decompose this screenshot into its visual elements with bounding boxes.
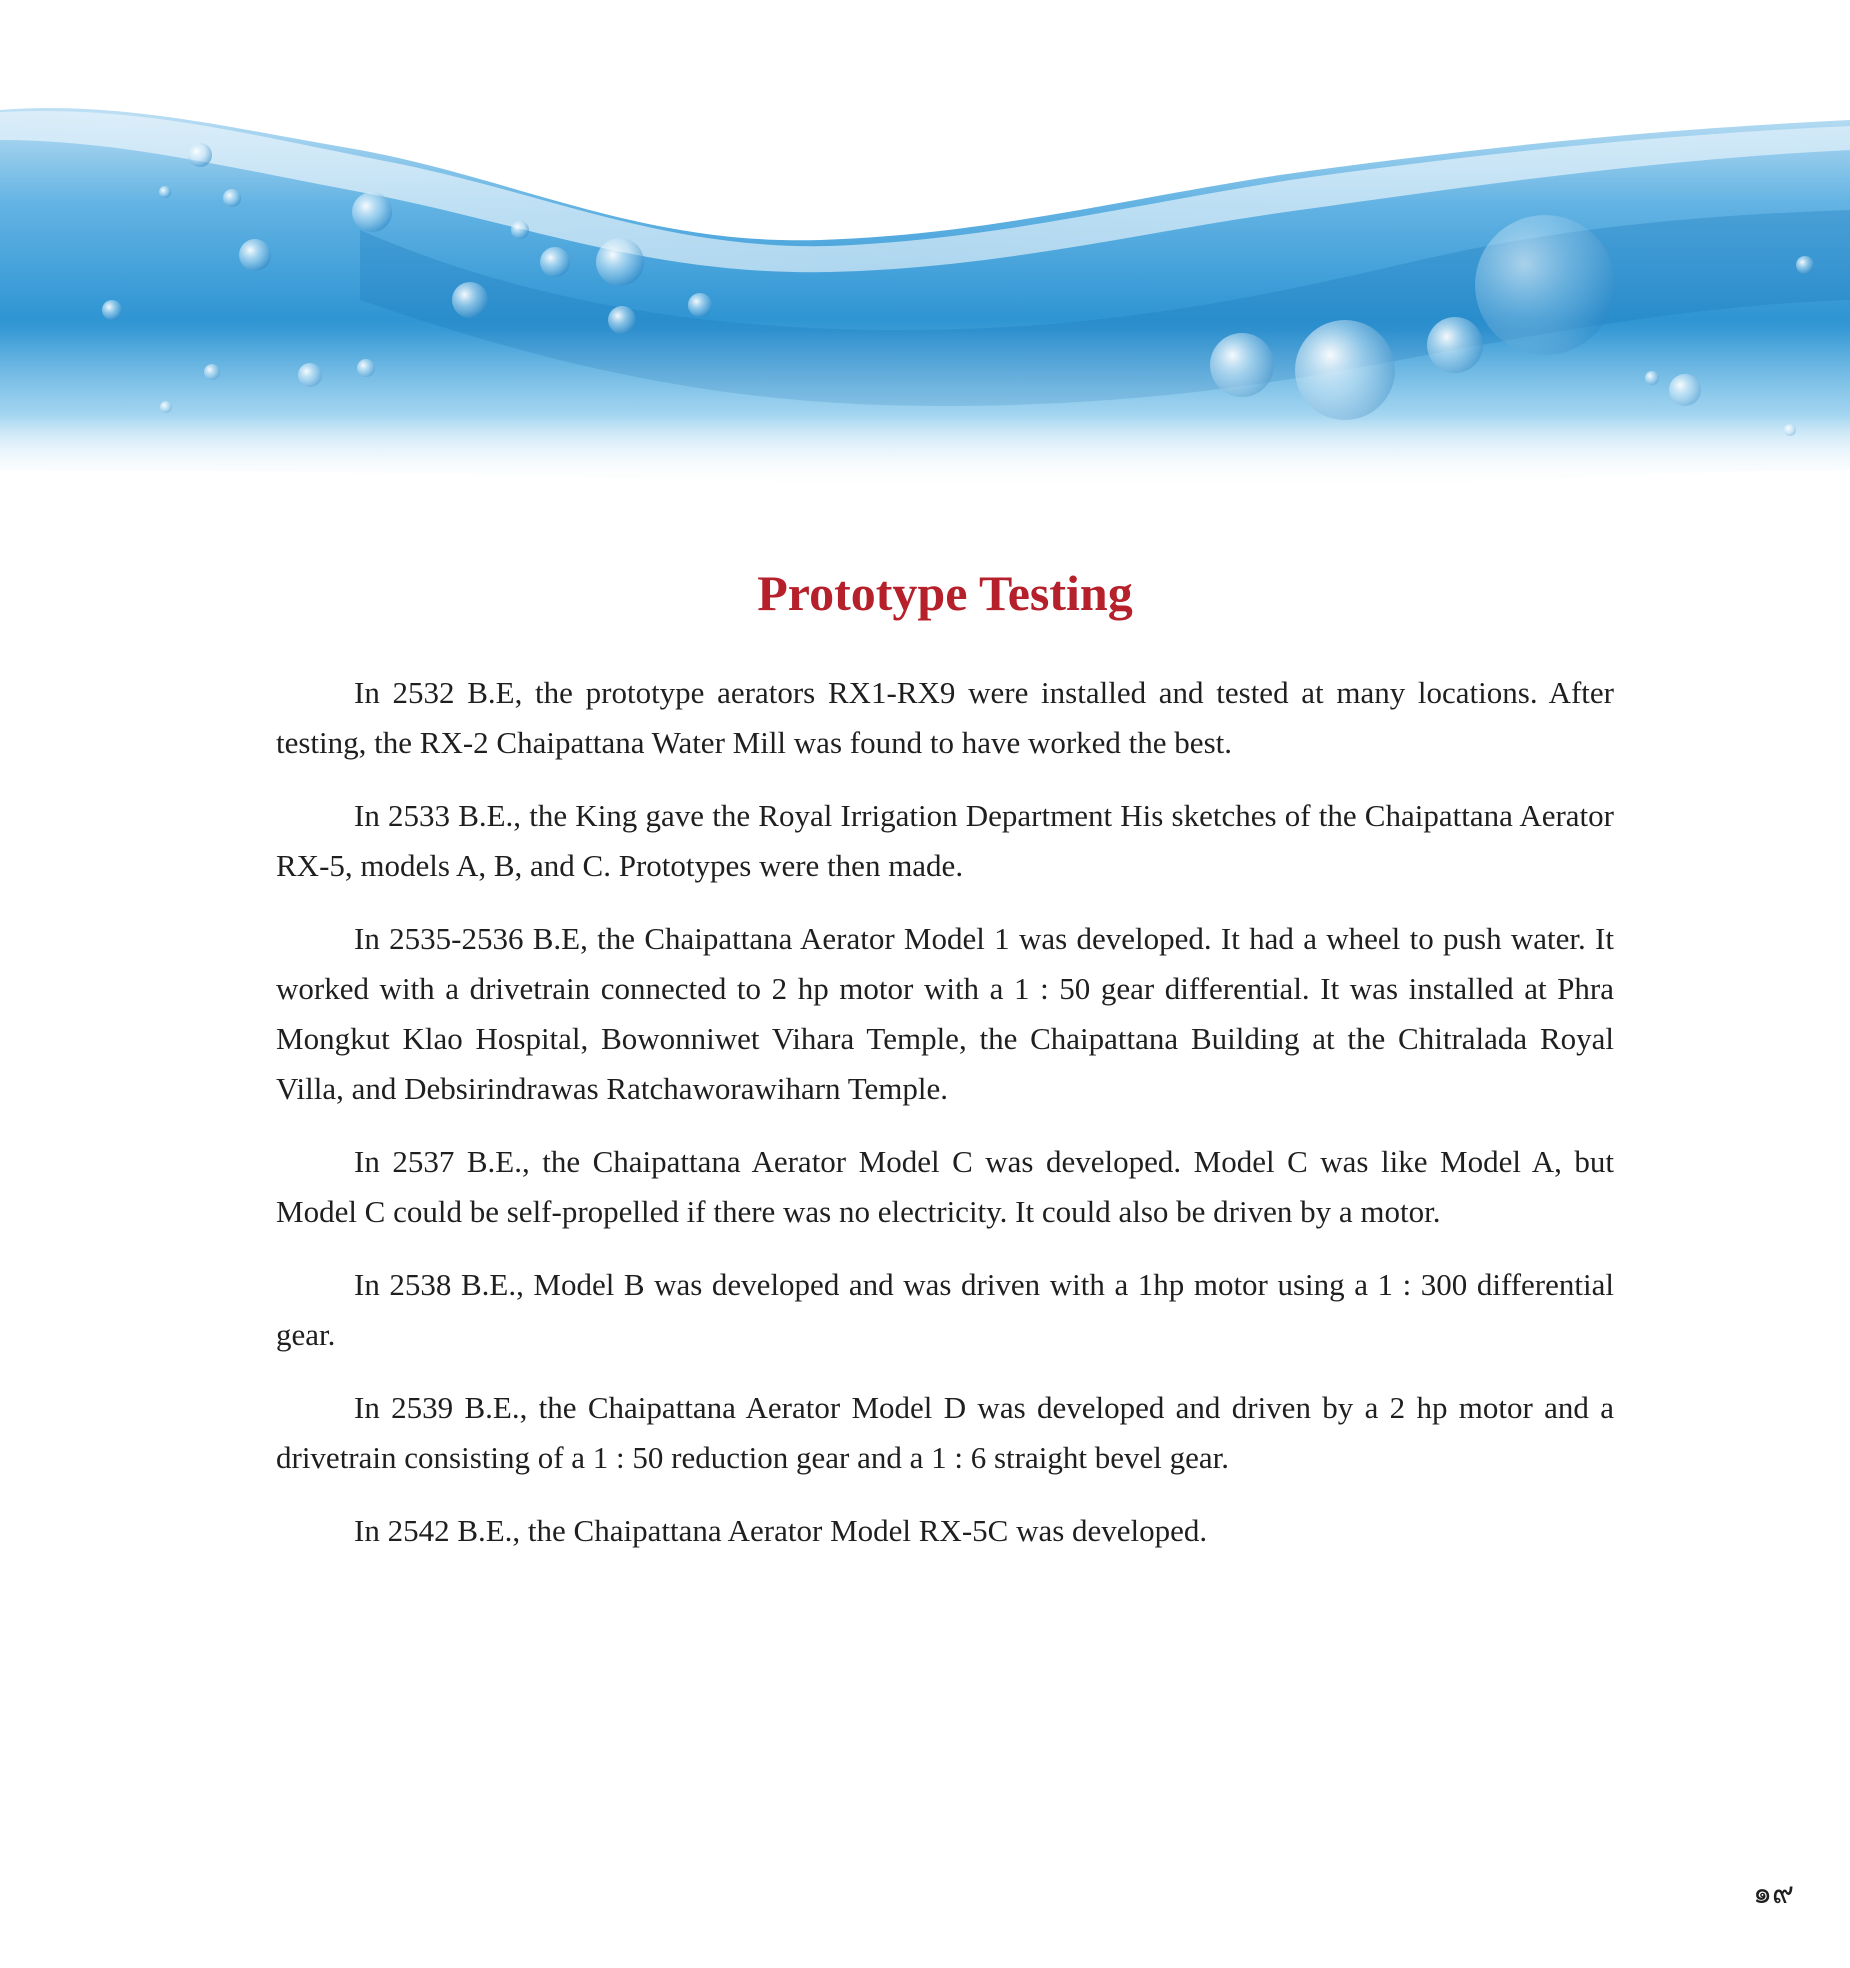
paragraph-2539: In 2539 B.E., the Chaipattana Aerator Model D was developed and driven by a 2 hp motor and a drivetrain consisting of a 1 : 50 reduction gear and a 1 : 6 straight bevel gear.	[276, 1390, 1614, 1475]
page-number: ๑๙	[1752, 1876, 1794, 1911]
water-banner	[0, 0, 1850, 640]
body-text	[276, 668, 1614, 1579]
paragraph-2542: In 2542 B.E., the Chaipattana Aerator Model RX-5C was developed.	[354, 1513, 1208, 1548]
water-wave-illustration	[0, 0, 1850, 640]
paragraph-2537: In 2537 B.E., the Chaipattana Aerator Model C was developed. Model C was like Model A, but Model C could be self-propelled if there was no electricity. It could also be driven by a motor.	[276, 1144, 1614, 1229]
paragraph-2532: In 2532 B.E, the prototype aerators RX1-RX9 were installed and tested at many locations. After testing, the RX-2 Chaipattana Water Mill was found to have worked the best.	[276, 675, 1614, 760]
page-title: Prototype Testing	[757, 565, 1133, 621]
paragraph-2535-2536: In 2535-2536 B.E, the Chaipattana Aerator Model 1 was developed. It had a wheel to push water. It worked with a drivetrain connected to 2 hp motor with a 1 : 50 gear differential. It was installed at Phra Mongkut Klao Hospital, Bowonniwet Vihara Temple, the Chaipattana Building at the Chitralada Royal Villa, and Debsirindrawas Ratchaworawiharn Temple.	[276, 921, 1614, 1106]
paragraph-2533: In 2533 B.E., the King gave the Royal Irrigation Department His sketches of the Chaipattana Aerator RX-5, models A, B, and C. Prototypes were then made.	[276, 798, 1614, 883]
paragraph-2538: In 2538 B.E., Model B was developed and was driven with a 1hp motor using a 1 : 300 differential gear.	[276, 1267, 1614, 1352]
